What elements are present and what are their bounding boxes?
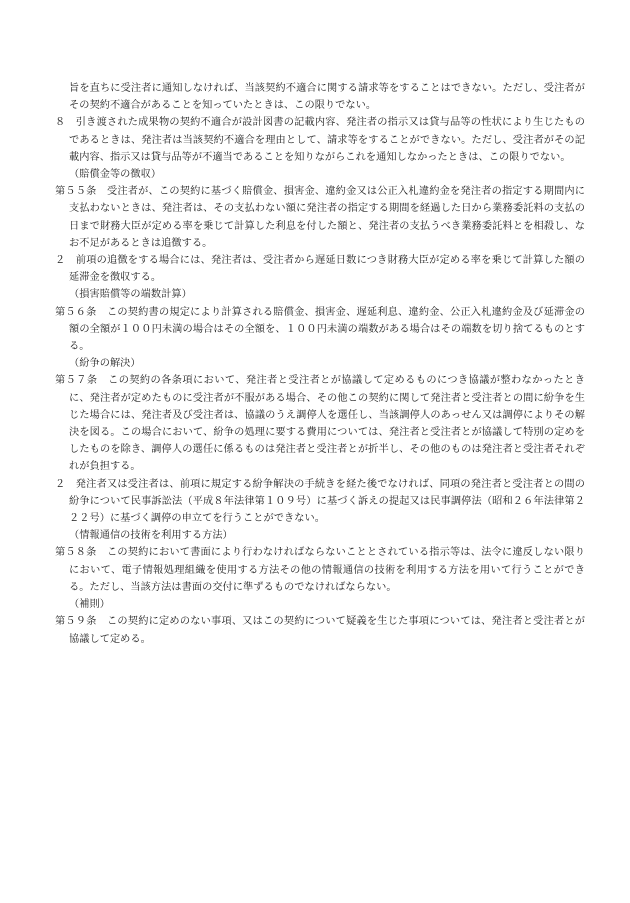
contract-text — [55, 80, 585, 648]
article-57-paragraph-2: ２ 発注者又は受注者は、前項に規定する紛争解決の手続きを経た後でなければ、同項の発注者と受注者との間の紛争について民事訴訟法（平成８年法律第１０９号）に基づく訴えの提起又は民事調停法（昭和２６年法律第２２２号）に基づく調停の申立てを行うことができない。 — [55, 478, 585, 525]
article-57: 第５７条 この契約の各条項において、発注者と受注者とが協議して定めるものにつき協議が整わなかったときに、発注者が定めたものに受注者が不服がある場合、その他この契約に関して発注者と受注者との間に紛争を生じた場合には、発注者及び受注者は、協議のうえ調停人を選任し、当該調停人のあっせん又は調停によりその解決を図る。この場合において、紛争の処理に要する費用については、発注者と受注者とが協議して特別の定めをしたものを除き、調停人の選任に係るものは発注者と受注者とが折半し、その他のものは発注者と受注者それぞれが負担する。 — [55, 375, 585, 473]
article-55: 第５５条 受注者が、この契約に基づく賠償金、損害金、違約金又は公正入札違約金を発注者の指定する期間内に支払わないときは、発注者は、その支払わない額に発注者の指定する期間を経過した日から業務委託料の支払の日まで財務大臣が定める率を乗じて計算した利息を付した額と、発注者の支払うべき業務委託料とを相殺し、なお不足があるときは追徴する。 — [55, 186, 585, 249]
continued-paragraph: 旨を直ちに受注者に通知しなければ、当該契約不適合に関する請求等をすることはできない。ただし、受注者がその契約不適合があることを知っていたときは、この限りでない。 — [69, 83, 585, 112]
article-heading-58: （情報通信の技術を利用する方法） — [69, 530, 233, 542]
article-55-paragraph-2: ２ 前項の追徴をする場合には、発注者は、受注者から遅延日数につき財務大臣が定める率を乗じて計算した額の延滞金を徴収する。 — [55, 255, 585, 284]
article-58: 第５８条 この契約において書面により行わなければならないこととされている指示等は、法令に違反しない限りにおいて、電子情報処理組織を使用する方法その他の情報通信の技術を利用する方法を用いて行うことができる。ただし、当該方法は書面の交付に準ずるものでなければならない。 — [55, 547, 585, 593]
article-heading-55: （賠償金等の徴収） — [69, 169, 162, 181]
article-heading-57: （紛争の解決） — [69, 358, 141, 370]
paragraph-item-8: ８ 引き渡された成果物の契約不適合が設計図書の記載内容、発注者の指示又は貸与品等の性状により生じたものであるときは、発注者は当該契約不適合を理由として、請求等をすることができない。ただし、受注者がその記載内容、指示又は貸与品等が不適当であることを知りながらこれを通知しなかったときは、この限りでない。 — [55, 117, 585, 163]
article-heading-56: （損害賠償等の端数計算） — [69, 289, 192, 301]
article-heading-59: （補則） — [69, 599, 110, 611]
article-59: 第５９条 この契約に定めのない事項、又はこの契約について疑義を生じた事項については、発注者と受注者とが協議して定める。 — [55, 616, 585, 645]
article-56: 第５６条 この契約書の規定により計算される賠償金、損害金、遅延利息、違約金、公正入札違約金及び延滞金の額の全額が１００円未満の場合はその全額を、１００円未満の端数がある場合はその端数を切り捨てるものとする。 — [55, 306, 585, 353]
